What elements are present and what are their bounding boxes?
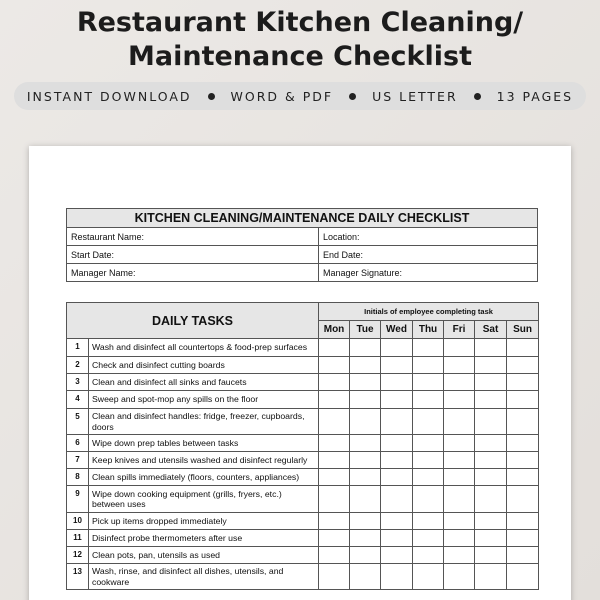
- task-number: 7: [67, 452, 89, 469]
- initials-cell: [381, 530, 413, 547]
- initials-cell: [444, 339, 475, 357]
- initials-cell: [413, 564, 444, 590]
- day-header-fri: Fri: [444, 321, 475, 339]
- table-row: [67, 486, 539, 513]
- initials-cell: [444, 469, 475, 486]
- table-row: [67, 564, 539, 590]
- initials-cell: [413, 357, 444, 374]
- initials-cell: [475, 486, 507, 513]
- initials-cell: [413, 374, 444, 391]
- initials-cell: [381, 435, 413, 452]
- initials-cell: [413, 547, 444, 564]
- initials-cell: [413, 486, 444, 513]
- task-rows: [67, 339, 539, 590]
- initials-cell: [507, 435, 539, 452]
- task-description: Pick up items dropped immediately: [89, 513, 319, 530]
- initials-cell: [475, 435, 507, 452]
- initials-cell: [475, 374, 507, 391]
- initials-cell: [350, 435, 381, 452]
- initials-cell: [319, 547, 350, 564]
- feature-banner: [14, 82, 586, 110]
- initials-cell: [507, 530, 539, 547]
- banner-item-format: WORD & PDF: [230, 88, 334, 104]
- task-description: Disinfect probe thermometers after use: [89, 530, 319, 547]
- start-date-field: Start Date:: [67, 246, 319, 264]
- initials-cell: [381, 486, 413, 513]
- task-description: Clean spills immediately (floors, counters, appliances): [89, 469, 319, 486]
- initials-cell: [444, 357, 475, 374]
- initials-cell: [381, 547, 413, 564]
- task-description: Wash and disinfect all countertops & food-prep surfaces: [89, 339, 319, 357]
- task-number: 12: [67, 547, 89, 564]
- table-row: [67, 530, 539, 547]
- task-number: 1: [67, 339, 89, 357]
- manager-signature-field: Manager Signature:: [318, 264, 537, 282]
- end-date-field: End Date:: [318, 246, 537, 264]
- initials-cell: [507, 469, 539, 486]
- table-row: [67, 452, 539, 469]
- initials-cell: [350, 469, 381, 486]
- initials-cell: [381, 357, 413, 374]
- initials-cell: [475, 409, 507, 435]
- initials-cell: [475, 564, 507, 590]
- initials-cell: [350, 409, 381, 435]
- initials-cell: [475, 469, 507, 486]
- initials-cell: [475, 530, 507, 547]
- initials-cell: [350, 374, 381, 391]
- initials-cell: [381, 564, 413, 590]
- task-description: Wipe down prep tables between tasks: [89, 435, 319, 452]
- table-row: [67, 409, 539, 435]
- initials-cell: [350, 547, 381, 564]
- initials-cell: [319, 374, 350, 391]
- restaurant-name-field: Restaurant Name:: [67, 228, 319, 246]
- initials-cell: [319, 452, 350, 469]
- initials-cell: [350, 530, 381, 547]
- initials-cell: [475, 357, 507, 374]
- initials-cell: [507, 357, 539, 374]
- task-description: Clean and disinfect handles: fridge, freezer, cupboards, doors: [89, 409, 319, 435]
- initials-cell: [381, 374, 413, 391]
- initials-cell: [350, 486, 381, 513]
- initials-cell: [381, 391, 413, 409]
- initials-cell: [381, 339, 413, 357]
- task-number: 5: [67, 409, 89, 435]
- initials-cell: [507, 452, 539, 469]
- initials-cell: [350, 357, 381, 374]
- task-description: Clean and disinfect all sinks and faucets: [89, 374, 319, 391]
- day-header-thu: Thu: [413, 321, 444, 339]
- initials-cell: [413, 391, 444, 409]
- initials-cell: [507, 547, 539, 564]
- initials-cell: [475, 339, 507, 357]
- initials-cell: [444, 486, 475, 513]
- bullet-icon: [474, 93, 481, 100]
- initials-cell: [444, 530, 475, 547]
- task-number: 13: [67, 564, 89, 590]
- initials-cell: [444, 409, 475, 435]
- initials-cell: [444, 435, 475, 452]
- initials-cell: [507, 391, 539, 409]
- task-description: Wipe down cooking equipment (grills, fryers, etc.) between uses: [89, 486, 319, 513]
- banner-item-pages: 13 PAGES: [496, 88, 574, 104]
- initials-cell: [381, 452, 413, 469]
- initials-cell: [319, 391, 350, 409]
- banner-item-download: INSTANT DOWNLOAD: [26, 88, 192, 104]
- task-description: Wash, rinse, and disinfect all dishes, utensils, and cookware: [89, 564, 319, 590]
- table-row: [67, 391, 539, 409]
- task-number: 8: [67, 469, 89, 486]
- initials-cell: [350, 452, 381, 469]
- page-title: [0, 6, 600, 74]
- task-number: 3: [67, 374, 89, 391]
- table-row: [67, 339, 539, 357]
- title-line-2: Maintenance Checklist: [128, 41, 472, 72]
- daily-tasks-header: DAILY TASKS: [67, 303, 319, 339]
- day-header-tue: Tue: [350, 321, 381, 339]
- initials-cell: [444, 564, 475, 590]
- day-header-sun: Sun: [507, 321, 539, 339]
- location-field: Location:: [318, 228, 537, 246]
- initials-cell: [475, 547, 507, 564]
- task-number: 11: [67, 530, 89, 547]
- bullet-icon: [349, 93, 356, 100]
- initials-cell: [507, 564, 539, 590]
- task-description: Keep knives and utensils washed and disinfect regularly: [89, 452, 319, 469]
- task-number: 6: [67, 435, 89, 452]
- initials-cell: [350, 339, 381, 357]
- initials-cell: [413, 409, 444, 435]
- initials-cell: [413, 452, 444, 469]
- day-header-wed: Wed: [381, 321, 413, 339]
- bullet-icon: [208, 93, 215, 100]
- initials-cell: [444, 547, 475, 564]
- initials-cell: [319, 513, 350, 530]
- initials-cell: [507, 374, 539, 391]
- daily-tasks-table: [66, 302, 539, 590]
- initials-cell: [319, 530, 350, 547]
- initials-cell: [444, 391, 475, 409]
- task-description: Sweep and spot-mop any spills on the floor: [89, 391, 319, 409]
- task-number: 10: [67, 513, 89, 530]
- initials-cell: [319, 486, 350, 513]
- initials-cell: [444, 452, 475, 469]
- initials-cell: [475, 391, 507, 409]
- table-row: [67, 357, 539, 374]
- table-row: [67, 513, 539, 530]
- initials-cell: [319, 357, 350, 374]
- initials-cell: [319, 339, 350, 357]
- initials-cell: [444, 374, 475, 391]
- initials-cell: [381, 513, 413, 530]
- initials-cell: [413, 530, 444, 547]
- task-description: Check and disinfect cutting boards: [89, 357, 319, 374]
- day-header-mon: Mon: [319, 321, 350, 339]
- initials-cell: [350, 564, 381, 590]
- initials-cell: [507, 339, 539, 357]
- initials-cell: [413, 339, 444, 357]
- initials-cell: [444, 513, 475, 530]
- initials-cell: [381, 469, 413, 486]
- table-row: [67, 547, 539, 564]
- document-preview: [29, 146, 571, 600]
- initials-cell: [507, 486, 539, 513]
- initials-cell: [475, 452, 507, 469]
- initials-cell: [413, 469, 444, 486]
- initials-cell: [507, 409, 539, 435]
- initials-cell: [413, 513, 444, 530]
- task-number: 2: [67, 357, 89, 374]
- initials-cell: [319, 409, 350, 435]
- initials-cell: [413, 435, 444, 452]
- initials-cell: [507, 513, 539, 530]
- initials-cell: [475, 513, 507, 530]
- initials-header: Initials of employee completing task: [319, 303, 539, 321]
- initials-cell: [319, 435, 350, 452]
- banner-item-size: US LETTER: [372, 88, 458, 104]
- initials-cell: [319, 564, 350, 590]
- initials-cell: [350, 513, 381, 530]
- checklist-heading: KITCHEN CLEANING/MAINTENANCE DAILY CHECKLIST: [67, 209, 538, 228]
- initials-cell: [319, 469, 350, 486]
- manager-name-field: Manager Name:: [67, 264, 319, 282]
- table-row: [67, 435, 539, 452]
- table-row: [67, 374, 539, 391]
- task-number: 4: [67, 391, 89, 409]
- initials-cell: [381, 409, 413, 435]
- task-number: 9: [67, 486, 89, 513]
- table-row: [67, 469, 539, 486]
- day-header-sat: Sat: [475, 321, 507, 339]
- checklist-header-table: [66, 208, 538, 282]
- task-description: Clean pots, pan, utensils as used: [89, 547, 319, 564]
- title-line-1: Restaurant Kitchen Cleaning/: [76, 7, 524, 38]
- initials-cell: [350, 391, 381, 409]
